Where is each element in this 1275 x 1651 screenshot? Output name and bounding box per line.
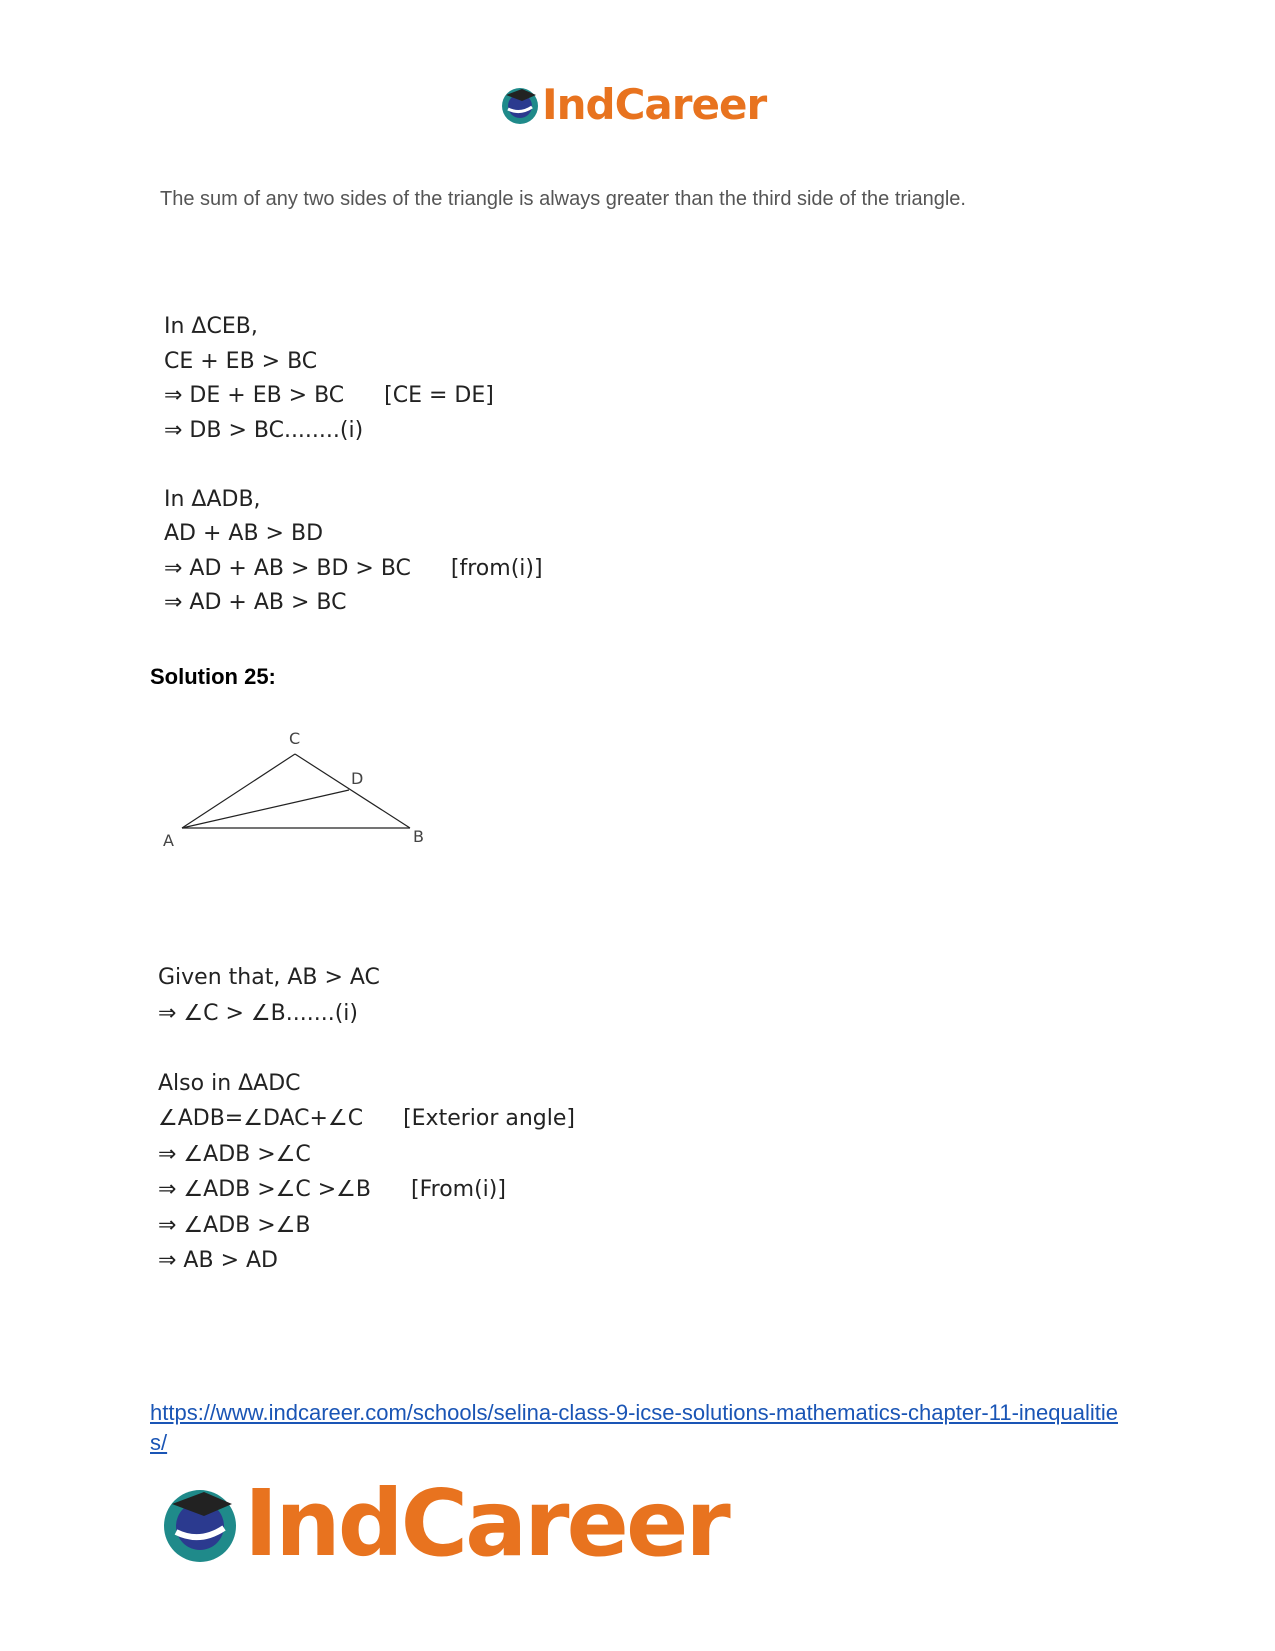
side-cb xyxy=(295,754,410,828)
label-a: A xyxy=(163,831,174,850)
proof1-line-3 xyxy=(164,379,543,414)
logo-globe-icon xyxy=(160,1484,240,1564)
proof1-line-4: ⇒ DB > BC........(i) xyxy=(164,417,364,443)
proof1-line-7 xyxy=(164,552,543,587)
header-brand-text: IndCareer xyxy=(542,80,767,129)
footer-logo xyxy=(160,1470,728,1577)
proof2-line-4 xyxy=(158,1101,575,1137)
triangle-figure xyxy=(155,718,435,858)
proof1-line-8: ⇒ AD + AB > BC xyxy=(164,590,347,615)
header-logo xyxy=(500,80,766,129)
logo-globe-icon xyxy=(500,85,540,125)
label-d: D xyxy=(351,769,364,788)
proof2-line-7: ⇒ ∠ADB >∠B xyxy=(158,1212,311,1238)
solution-heading: Solution 25: xyxy=(150,664,276,689)
proof-block-1 xyxy=(164,310,543,621)
proof2-line-5: ⇒ ∠ADB >∠C xyxy=(158,1141,311,1167)
footer-brand-text: IndCareer xyxy=(244,1470,728,1577)
proof2-line-6-note: [From(i)] xyxy=(411,1177,506,1202)
proof2-line-2: ⇒ ∠C > ∠B.......(i) xyxy=(158,1000,358,1026)
proof1-line-3-text: ⇒ DE + EB > BC xyxy=(164,383,345,408)
intro-text: The sum of any two sides of the triangle is always greater than the third side of the triangle. xyxy=(160,188,966,210)
proof1-line-6: AD + AB > BD xyxy=(164,521,324,546)
proof2-line-4-note: [Exterior angle] xyxy=(403,1106,576,1131)
proof1-line-2: CE + EB > BC xyxy=(164,348,318,374)
source-link[interactable]: https://www.indcareer.com/schools/selina-class-9-icse-solutions-mathematics-chapter-11-inequalities/ xyxy=(150,1400,1118,1455)
proof2-line-6-text: ⇒ ∠ADB >∠C >∠B xyxy=(158,1177,371,1202)
label-b: B xyxy=(413,827,424,846)
proof1-line-3-note: [CE = DE] xyxy=(384,383,494,408)
proof1-line-1: In ΔCEB, xyxy=(164,314,258,339)
proof1-line-5: In ΔADB, xyxy=(164,486,261,512)
proof-block-2 xyxy=(158,960,575,1279)
segment-ad xyxy=(182,790,349,828)
proof1-line-7-note: [from(i)] xyxy=(450,555,543,581)
proof2-line-1: Given that, AB > AC xyxy=(158,965,380,990)
proof2-line-3: Also in ΔADC xyxy=(158,1070,301,1096)
label-c: C xyxy=(289,729,301,748)
proof2-line-6 xyxy=(158,1172,575,1208)
proof1-line-7-text: ⇒ AD + AB > BD > BC xyxy=(164,555,411,581)
proof2-line-8: ⇒ AB > AD xyxy=(158,1248,278,1273)
proof2-line-4-text: ∠ADB=∠DAC+∠C xyxy=(158,1106,364,1131)
side-ac xyxy=(182,754,295,828)
